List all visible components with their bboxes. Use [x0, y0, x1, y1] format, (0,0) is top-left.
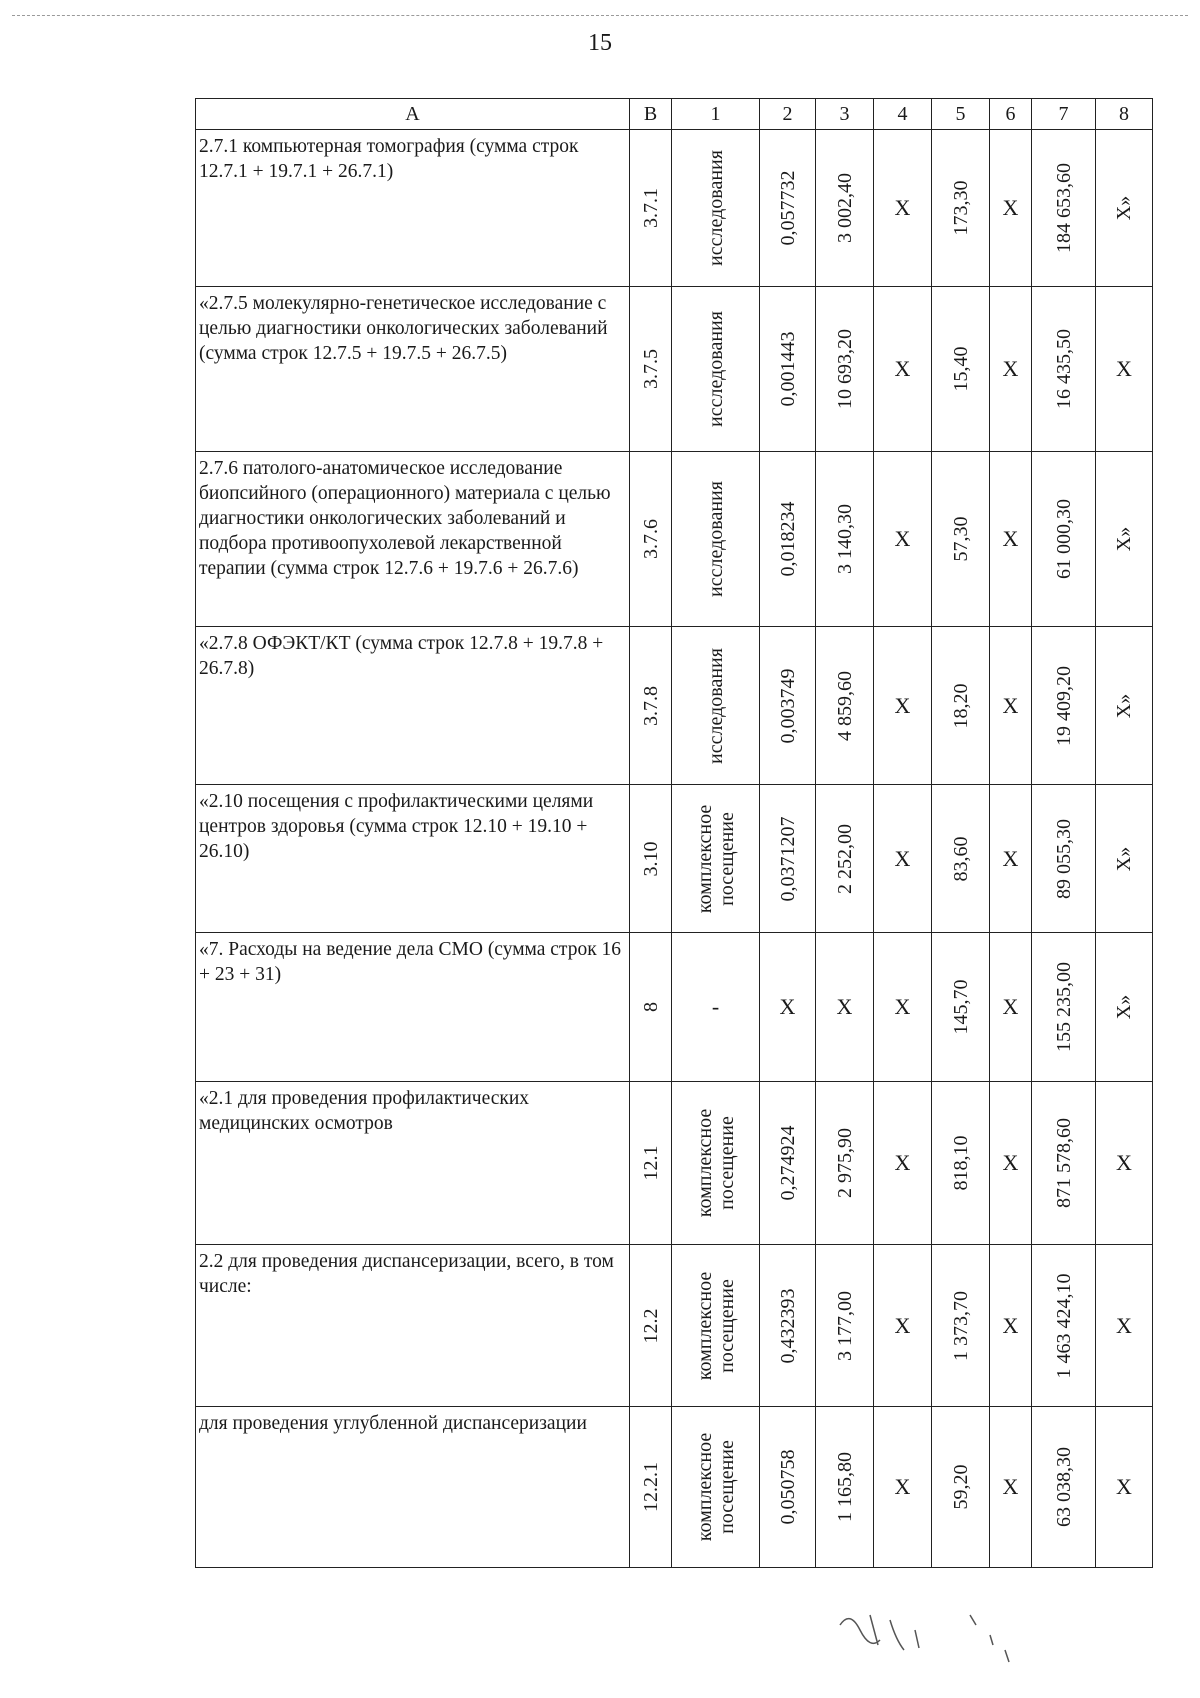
table-row: [196, 785, 1153, 933]
row-col8: Х»: [1113, 526, 1135, 552]
row-col7: 19 409,20: [1052, 665, 1075, 746]
row-col7-cell: [1032, 452, 1096, 627]
scan-edge-line: [12, 15, 1188, 16]
row-col3-cell: [816, 1407, 874, 1568]
row-col5: 1 373,70: [949, 1290, 972, 1361]
row-col6: Х: [990, 627, 1032, 785]
row-col5: 145,70: [949, 979, 972, 1035]
row-col2: 0,018234: [776, 501, 799, 577]
row-col8-cell: [1096, 933, 1153, 1082]
row-name: «2.1 для проведения профилактических медицинских осмотров: [196, 1082, 630, 1245]
row-code: 3.7.5: [639, 349, 662, 389]
row-name: 2.7.1 компьютерная томография (сумма строк 12.7.1 + 19.7.1 + 26.7.1): [196, 130, 630, 287]
row-col7: 89 055,30: [1052, 818, 1075, 899]
row-col5: 818,10: [949, 1135, 972, 1191]
row-col8: Х»: [1113, 846, 1135, 871]
row-col2: 0,050758: [776, 1449, 799, 1525]
row-unit: комплексное посещение: [693, 804, 738, 913]
row-unit: исследования: [704, 150, 727, 266]
row-col8: Х»: [1113, 994, 1135, 1020]
row-col2: 0,0371207: [776, 816, 799, 901]
row-col2: 0,003749: [776, 668, 799, 743]
row-unit-cell: [672, 287, 760, 452]
row-col2: 0,001443: [776, 331, 799, 407]
row-unit: комплексное посещение: [693, 1432, 738, 1542]
row-unit: -: [672, 933, 760, 1082]
row-col3-cell: [816, 287, 874, 452]
row-code: 12.2.1: [639, 1462, 662, 1512]
row-col4: Х: [874, 627, 932, 785]
row-unit-cell: [672, 627, 760, 785]
table-row: [196, 1245, 1153, 1407]
row-col5: 15,40: [949, 346, 972, 392]
row-col2-cell: [760, 452, 816, 627]
table-row: [196, 130, 1153, 287]
table-row: [196, 1407, 1153, 1568]
row-col5: 83,60: [949, 836, 972, 881]
row-col7-cell: [1032, 130, 1096, 287]
row-col3: 3 177,00: [833, 1290, 856, 1361]
row-col2: Х: [760, 933, 816, 1082]
row-code-cell: [630, 785, 672, 933]
row-col3: Х: [816, 933, 874, 1082]
row-code-cell: [630, 933, 672, 1082]
row-col5: 173,30: [949, 180, 972, 236]
header-cell-1: 1: [672, 99, 760, 130]
row-col5-cell: [932, 627, 990, 785]
row-code-cell: [630, 287, 672, 452]
row-col7-cell: [1032, 933, 1096, 1082]
row-col8: Х: [1096, 1407, 1153, 1568]
row-col5-cell: [932, 785, 990, 933]
row-col3: 2 252,00: [833, 823, 856, 894]
row-col7: 1 463 424,10: [1052, 1273, 1075, 1378]
handwritten-mark: [820, 1595, 1050, 1675]
row-col8: Х»: [1113, 195, 1135, 221]
row-col3: 10 693,20: [833, 329, 856, 409]
table-row: [196, 933, 1153, 1082]
row-col6: Х: [990, 1407, 1032, 1568]
row-col3-cell: [816, 1245, 874, 1407]
row-col2-cell: [760, 627, 816, 785]
row-col7-cell: [1032, 1245, 1096, 1407]
header-cell-6: 6: [990, 99, 1032, 130]
row-code: 8: [639, 1002, 662, 1012]
row-code: 12.1: [639, 1145, 662, 1181]
row-col2-cell: [760, 785, 816, 933]
row-col3-cell: [816, 627, 874, 785]
row-col5-cell: [932, 1082, 990, 1245]
row-col5: 59,20: [949, 1464, 972, 1510]
header-cell-3: 3: [816, 99, 874, 130]
table-row: [196, 627, 1153, 785]
row-col4: Х: [874, 933, 932, 1082]
row-col8: Х: [1096, 1082, 1153, 1245]
row-col8-cell: [1096, 627, 1153, 785]
row-col8-cell: [1096, 785, 1153, 933]
row-code-cell: [630, 1245, 672, 1407]
row-col5: 18,20: [949, 683, 972, 728]
row-col3: 3 002,40: [833, 173, 856, 243]
row-col4: Х: [874, 1407, 932, 1568]
row-col5-cell: [932, 452, 990, 627]
row-col6: Х: [990, 785, 1032, 933]
row-unit-cell: [672, 1082, 760, 1245]
row-code-cell: [630, 1082, 672, 1245]
row-unit-cell: [672, 1407, 760, 1568]
row-unit-cell: [672, 130, 760, 287]
row-col2-cell: [760, 130, 816, 287]
row-name: 2.2 для проведения диспансеризации, всего, в том числе:: [196, 1245, 630, 1407]
row-col4: Х: [874, 785, 932, 933]
row-col3: 4 859,60: [833, 670, 856, 741]
row-unit: комплексное посещение: [693, 1108, 738, 1218]
header-row: [196, 99, 1153, 130]
row-unit-cell: [672, 785, 760, 933]
header-cell-2: 2: [760, 99, 816, 130]
table-row: [196, 1082, 1153, 1245]
row-code-cell: [630, 130, 672, 287]
row-col7: 184 653,60: [1052, 163, 1075, 253]
row-col8: Х: [1096, 287, 1153, 452]
row-col3-cell: [816, 130, 874, 287]
row-code: 3.7.8: [639, 685, 662, 726]
row-col2-cell: [760, 1407, 816, 1568]
row-col4: Х: [874, 287, 932, 452]
row-unit: исследования: [704, 311, 727, 427]
row-code: 12.2: [639, 1308, 662, 1343]
header-cell-5: 5: [932, 99, 990, 130]
row-code-cell: [630, 1407, 672, 1568]
row-col7-cell: [1032, 627, 1096, 785]
row-name: для проведения углубленной диспансеризации: [196, 1407, 630, 1568]
row-unit-cell: [672, 1245, 760, 1407]
row-col8: Х: [1096, 1245, 1153, 1407]
header-cell-b: В: [630, 99, 672, 130]
row-col5-cell: [932, 933, 990, 1082]
row-col3: 2 975,90: [833, 1128, 856, 1198]
row-col6: Х: [990, 287, 1032, 452]
row-col8-cell: [1096, 130, 1153, 287]
header-cell-7: 7: [1032, 99, 1096, 130]
row-code: 3.7.6: [639, 519, 662, 559]
row-col2-cell: [760, 1245, 816, 1407]
row-col4: Х: [874, 1082, 932, 1245]
table-row: [196, 287, 1153, 452]
page-number: 15: [588, 30, 612, 56]
row-col2: 0,057732: [776, 170, 799, 246]
row-col7-cell: [1032, 1082, 1096, 1245]
row-col7-cell: [1032, 287, 1096, 452]
row-col7: 63 038,30: [1052, 1447, 1075, 1527]
row-code-cell: [630, 627, 672, 785]
row-col2-cell: [760, 287, 816, 452]
row-name: «7. Расходы на ведение дела СМО (сумма строк 16 + 23 + 31): [196, 933, 630, 1082]
row-col3-cell: [816, 1082, 874, 1245]
row-col7: 155 235,00: [1052, 962, 1075, 1052]
row-col7-cell: [1032, 1407, 1096, 1568]
row-col8: Х»: [1113, 693, 1135, 718]
row-col3-cell: [816, 452, 874, 627]
row-col6: Х: [990, 1245, 1032, 1407]
table-row: [196, 452, 1153, 627]
row-unit-cell: [672, 452, 760, 627]
row-unit: исследования: [704, 481, 727, 597]
row-unit: комплексное посещение: [693, 1271, 738, 1380]
row-col6: Х: [990, 933, 1032, 1082]
row-col6: Х: [990, 452, 1032, 627]
row-col6: Х: [990, 1082, 1032, 1245]
row-col4: Х: [874, 1245, 932, 1407]
row-name: 2.7.6 патолого-анатомическое исследование биопсийного (операционного) материала с целью диагностики онкологических заболеваний и подбора противоопухолевой лекарственной терапии (сумма строк 12.7.6 + 19.7.6 + 26.7.6): [196, 452, 630, 627]
row-unit: исследования: [704, 647, 727, 764]
header-cell-8: 8: [1096, 99, 1153, 130]
row-col2: 0,432393: [776, 1288, 799, 1363]
row-col3-cell: [816, 785, 874, 933]
row-col3: 1 165,80: [833, 1452, 856, 1522]
row-col7-cell: [1032, 785, 1096, 933]
row-col4: Х: [874, 452, 932, 627]
row-col2: 0,274924: [776, 1125, 799, 1201]
row-col7: 871 578,60: [1052, 1118, 1075, 1208]
row-col3: 3 140,30: [833, 504, 856, 574]
row-name: «2.10 посещения с профилактическими целями центров здоровья (сумма строк 12.10 + 19.10 + 26.10): [196, 785, 630, 933]
row-col6: Х: [990, 130, 1032, 287]
data-table: [195, 98, 1153, 1568]
row-col7: 61 000,30: [1052, 499, 1075, 579]
row-col5: 57,30: [949, 516, 972, 562]
row-col5-cell: [932, 130, 990, 287]
row-col5-cell: [932, 1407, 990, 1568]
row-name: «2.7.5 молекулярно-генетическое исследование с целью диагностики онкологических заболеваний (сумма строк 12.7.5 + 19.7.5 + 26.7.5): [196, 287, 630, 452]
row-col2-cell: [760, 1082, 816, 1245]
row-name: «2.7.8 ОФЭКТ/КТ (сумма строк 12.7.8 + 19.7.8 + 26.7.8): [196, 627, 630, 785]
row-col5-cell: [932, 1245, 990, 1407]
header-cell-4: 4: [874, 99, 932, 130]
row-code: 3.10: [639, 841, 662, 876]
row-col8-cell: [1096, 452, 1153, 627]
row-code-cell: [630, 452, 672, 627]
row-col7: 16 435,50: [1052, 329, 1075, 409]
row-col4: Х: [874, 130, 932, 287]
row-code: 3.7.1: [639, 188, 662, 228]
row-col5-cell: [932, 287, 990, 452]
header-cell-a: А: [196, 99, 630, 130]
